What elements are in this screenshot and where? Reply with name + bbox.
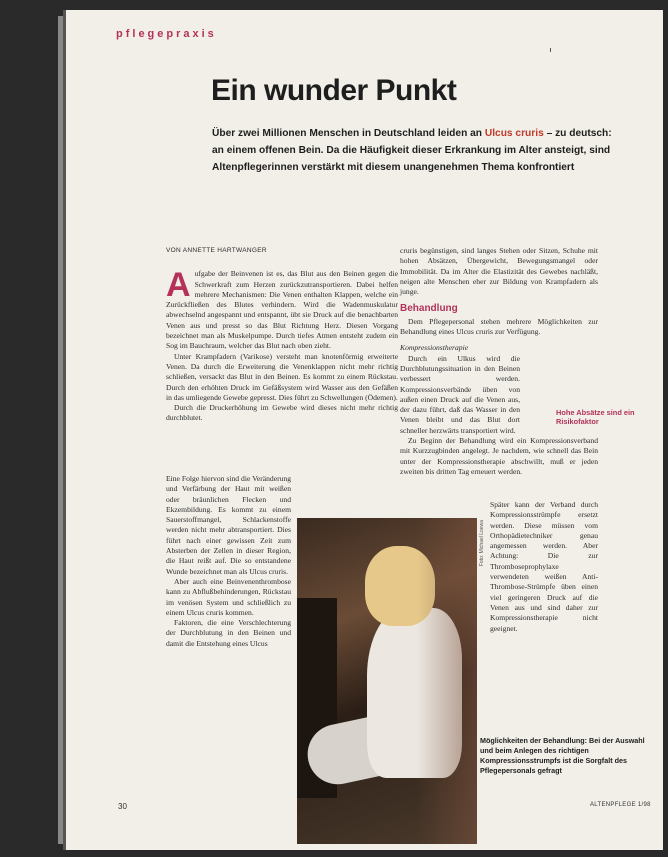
page-number: 30 — [118, 802, 127, 811]
photo-side-column — [490, 500, 598, 634]
body-paragraph: Durch die Druckerhöhung im Gewebe wird dieses nicht mehr richtig durchblutet. — [166, 403, 398, 423]
right-column — [400, 246, 598, 477]
byline: VON ANNETTE HARTWANGER — [166, 247, 267, 254]
body-paragraph: Durch ein Ulkus wird die Durchblutungssituation in den Beinen verbessert werden. Kompressionsverbände üben von außen einen Druck auf die Venen aus, der dazu führt, daß das Wasser in den Venen bleibt und das Blut dort schneller herzwärts transportiert wird. — [400, 353, 520, 435]
body-paragraph: cruris begünstigen, sind langes Stehen oder Sitzen, Schuhe mit hohen Absätzen, Übergewicht, Bewegungsmangel oder Immobilität. Da im Alter die Elastizität des Gewebes nachläßt, neigen alte Menschen eher zur Bildung von Krampfadern als junge. — [400, 246, 598, 297]
body-paragraph: Aber auch eine Beinvenenthrombose kann zu Abflußbehinderungen, Rückstau im venösen System und schließlich zu einem Ulcus cruris kommen. — [166, 576, 291, 617]
article-lead — [212, 125, 612, 176]
body-paragraph: Zu Beginn der Behandlung wird ein Kompressionsverband mit Kurzzugbinden angelegt. Je nachdem, wie schnell das Bein unter der Kompressionstherapie abschwillt, muß er jeden zweiten bis dritten Tag erneuert werden. — [400, 436, 598, 476]
left-lower-column — [166, 474, 291, 649]
body-paragraph: Eine Folge hiervon sind die Veränderung und Verfärbung der Haut mit weißen oder bräunlichen Flecken und Ekzembildung. Es kommt zu einem Sauerstoffmangel, Schlackenstoffe werden nicht mehr abtransportiert. Dies führt nach einer gewissen Zeit zum Absterben der Zellen in dieser Region, die Haut reißt auf. Die so entstandene Wunde bezeichnet man als Ulcus cruris. — [166, 474, 291, 576]
photo-curtain — [417, 518, 477, 844]
dropcap: A — [166, 266, 191, 305]
section-label: pflegepraxis — [116, 28, 217, 40]
margin-note: Hohe Absätze sind ein Risikofaktor — [556, 408, 635, 426]
subheading-compression: Kompressionstherapie — [400, 343, 469, 353]
page-edge — [58, 16, 66, 844]
body-paragraph: Später kann der Verband durch Kompressionsstrümpfe ersetzt werden. Diese müssen vom Orthopädietechniker genau angemessen werden. Aber Achtung: Die zur Thromboseprophylaxe verwendeten weißen Anti-Thrombose-Strümpfe üben einen viel geringeren Druck auf die Venen aus und sind daher zur Kompressionstherapie nicht geeignet. — [490, 500, 598, 633]
body-paragraph — [166, 266, 398, 351]
body-text: ufgabe der Beinvenen ist es, das Blut aus den Beinen gegen die Schwerkraft zum Herzen zurückzutransportieren. Dabei helfen mehrere Mechanismen: Die Venen enthalten Klappen, welche ein Zurückfließen des Blutes verhindern. Wird die Wadenmuskulatur abwechselnd angespannt und entspannt, übt sie Druck auf die benachbarten Venen aus und presst so das Blut Richtung Herz. Diesen Vorgang bezeichnet man als Muskelpumpe. Durch tiefes Atmen entsteht zudem ein Sog im Bauchraum, welcher das Blut nach oben zieht. — [166, 269, 398, 351]
lead-highlight: Ulcus cruris — [484, 128, 544, 139]
left-column — [166, 246, 398, 424]
body-paragraph: Dem Pflegepersonal stehen mehrere Möglichkeiten zur Behandlung eines Ulcus cruris zur Verfügung. — [400, 316, 598, 337]
issue-label: ALTENPFLEGE 1/98 — [590, 802, 651, 808]
body-paragraph: Unter Krampfadern (Varikose) versteht man knotenförmig erweiterte Venen. Da durch die Erweiterung die Venenklappen nicht mehr richtig schließen, versackt das Blut in den Beinen. Es kommt zu einem Rückstau. Durch den erhöhten Druck im Gefäßsystem wird Wasser aus den Gefäßen in das umliegende Gewebe gepresst. Dies führt zu Schwellungen (Ödemen). — [166, 351, 398, 402]
lead-text-1: Über zwei Millionen Menschen in Deutschland leiden an — [212, 128, 485, 139]
article-title: Ein wunder Punkt — [211, 74, 457, 107]
magazine-page — [66, 10, 663, 850]
article-photo — [297, 518, 477, 844]
photo-caption: Möglichkeiten der Behandlung: Bei der Auswahl und beim Anlegen des richtigen Kompressionsstrumpfs ist die Sorgfalt des Pflegepersonals gefragt — [480, 736, 645, 775]
lead-text-2: – zu deutsch: an einem offenen Bein. Da die Häufigkeit dieser Erkrankung im Alter ansteigt, sind Altenpflegerinnen verstärkt mit diesem unangenehmen Thema konfrontiert — [212, 128, 612, 173]
tick-mark — [550, 48, 551, 52]
body-paragraph: Faktoren, die eine Verschlechterung der Durchblutung in den Beinen und damit die Entstehung eines Ulcus — [166, 618, 291, 648]
photo-credit: Foto: Michael Loewa — [479, 520, 485, 567]
subheading-treatment: Behandlung — [400, 303, 458, 315]
